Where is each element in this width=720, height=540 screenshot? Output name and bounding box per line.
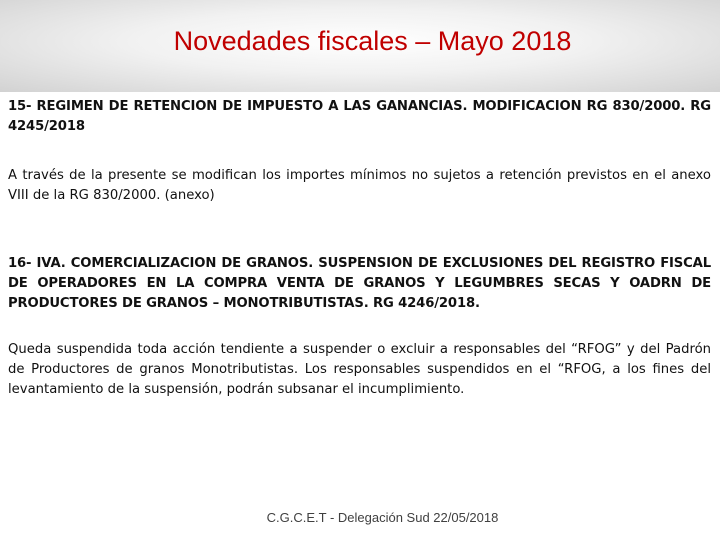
slide-title: Novedades fiscales – Mayo 2018 [173,26,572,56]
item-15-body: A través de la presente se modifican los importes mínimos no sujetos a retención previstos en el anexo VIII de la RG 830/2000. (anexo) [8,168,711,203]
item-16-heading: 16- IVA. COMERCIALIZACION DE GRANOS. SUSPENSION DE EXCLUSIONES DEL REGISTRO FISCAL DE OPERADORES EN LA COMPRA VENTA DE GRANOS Y LEGUMBRES SECAS Y OADRN DE PRODUCTORES DE GRANOS – MONOTRIBUTISTAS. RG 4246/2018. [8,256,711,311]
slide-footer: C.G.C.E.T - Delegación Sud 22/05/2018 [266,510,499,525]
item-15-heading: 15- REGIMEN DE RETENCION DE IMPUESTO A LAS GANANCIAS. MODIFICACION RG 830/2000. RG 4245/2018 [8,99,711,134]
title-banner [0,0,720,92]
item-16-body: Queda suspendida toda acción tendiente a suspender o excluir a responsables del “RFOG” y del Padrón de Productores de granos Monotributistas. Los responsables suspendidos en el “RFOG, a los fines del levantamiento de la suspensión, podrán subsanar el incumplimiento. [8,342,711,397]
